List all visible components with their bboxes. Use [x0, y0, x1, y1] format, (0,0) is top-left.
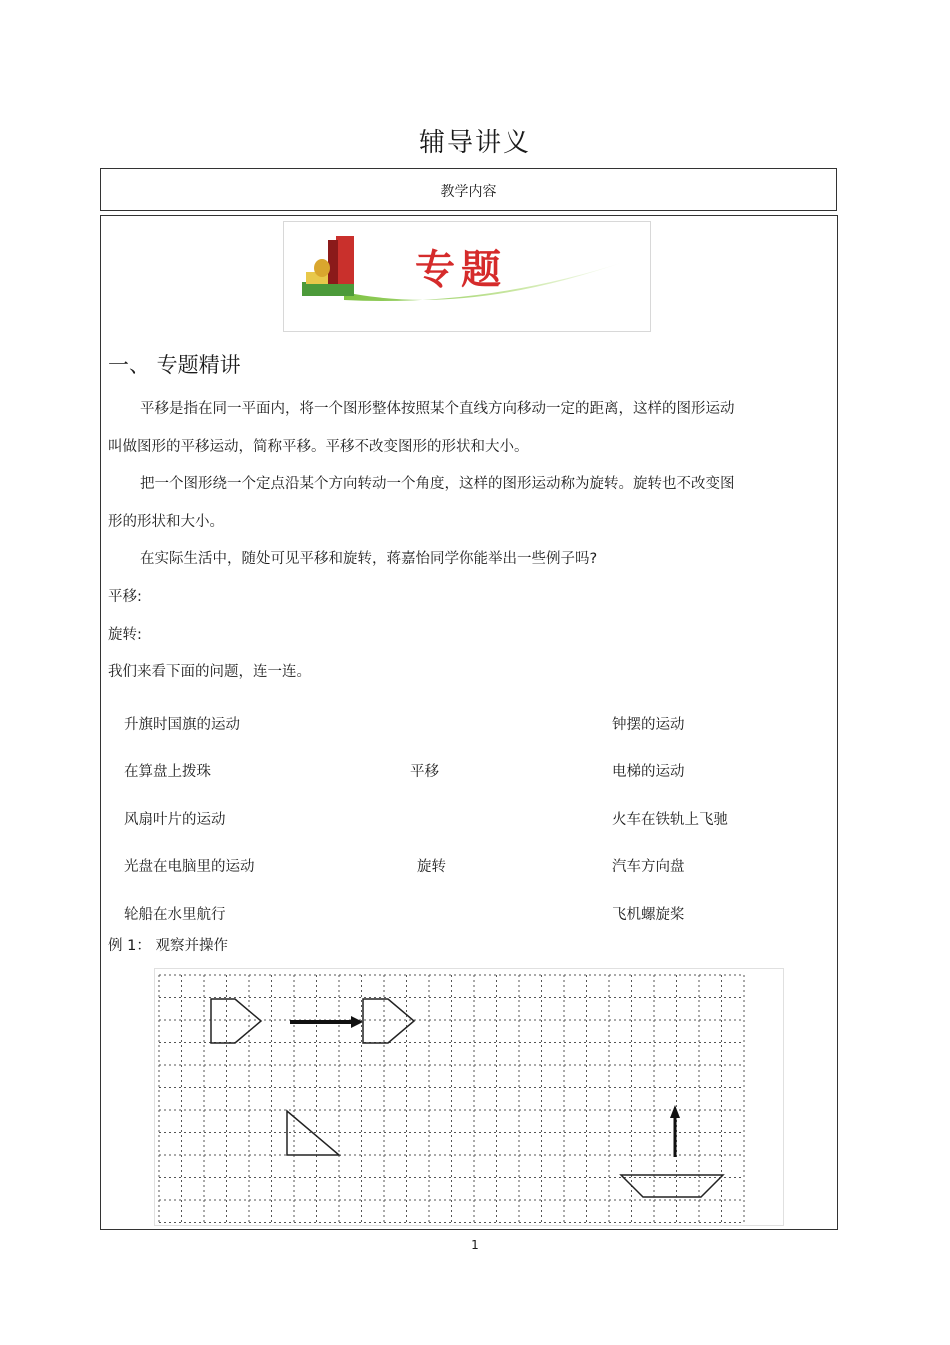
- match-left-item[interactable]: 轮船在水里航行: [124, 907, 226, 923]
- example-label: 例 1： 观察并操作: [108, 938, 228, 954]
- rotation-prompt: 旋转:: [108, 627, 142, 643]
- trapezoid-shape: [621, 1175, 723, 1197]
- paragraph-line: 形的形状和大小。: [108, 514, 224, 530]
- match-right-item[interactable]: 钟摆的运动: [612, 717, 685, 733]
- match-right-item[interactable]: 汽车方向盘: [612, 859, 685, 875]
- match-left-item[interactable]: 风扇叶片的运动: [124, 812, 226, 828]
- arrow-head: [670, 1105, 680, 1118]
- section-heading: 一、 专题精讲: [108, 353, 241, 377]
- banner-title: 专题: [415, 246, 507, 293]
- book-icon: [328, 240, 338, 284]
- page-number: 1: [471, 1238, 479, 1252]
- book-icon: [302, 282, 354, 296]
- match-left-item[interactable]: 光盘在电脑里的运动: [124, 859, 255, 875]
- header-box: [100, 168, 837, 211]
- grid-figure: [154, 968, 784, 1226]
- paragraph-line: 把一个图形绕一个定点沿某个方向转动一个角度，这样的图形运动称为旋转。旋转也不改变图: [140, 476, 735, 492]
- cup-icon: [314, 259, 330, 277]
- match-intro: 我们来看下面的问题，连一连。: [108, 664, 311, 680]
- grid-svg: [155, 969, 783, 1225]
- match-left-item[interactable]: 在算盘上拨珠: [124, 764, 211, 780]
- paragraph-line: 叫做图形的平移运动，简称平移。平移不改变图形的形状和大小。: [108, 439, 529, 455]
- match-middle-item[interactable]: 旋转: [417, 859, 446, 875]
- match-left-item[interactable]: 升旗时国旗的运动: [124, 717, 240, 733]
- book-icon: [336, 236, 354, 284]
- match-right-item[interactable]: 飞机螺旋桨: [612, 907, 685, 923]
- match-middle-item[interactable]: 平移: [410, 764, 439, 780]
- header-label: 教学内容: [440, 184, 497, 200]
- paragraph-line: 平移是指在同一平面内，将一个图形整体按照某个直线方向移动一定的距离，这样的图形运动: [140, 401, 735, 417]
- translation-prompt: 平移:: [108, 589, 142, 605]
- grid-lines: [159, 975, 744, 1223]
- match-right-item[interactable]: 电梯的运动: [612, 764, 685, 780]
- match-right-item[interactable]: 火车在铁轨上飞驰: [612, 812, 728, 828]
- paragraph-line: 在实际生活中，随处可见平移和旋转，蒋嘉怡同学你能举出一些例子吗?: [140, 551, 598, 567]
- pentagon-shape: [211, 999, 261, 1043]
- page-title: 辅导讲义: [418, 128, 531, 158]
